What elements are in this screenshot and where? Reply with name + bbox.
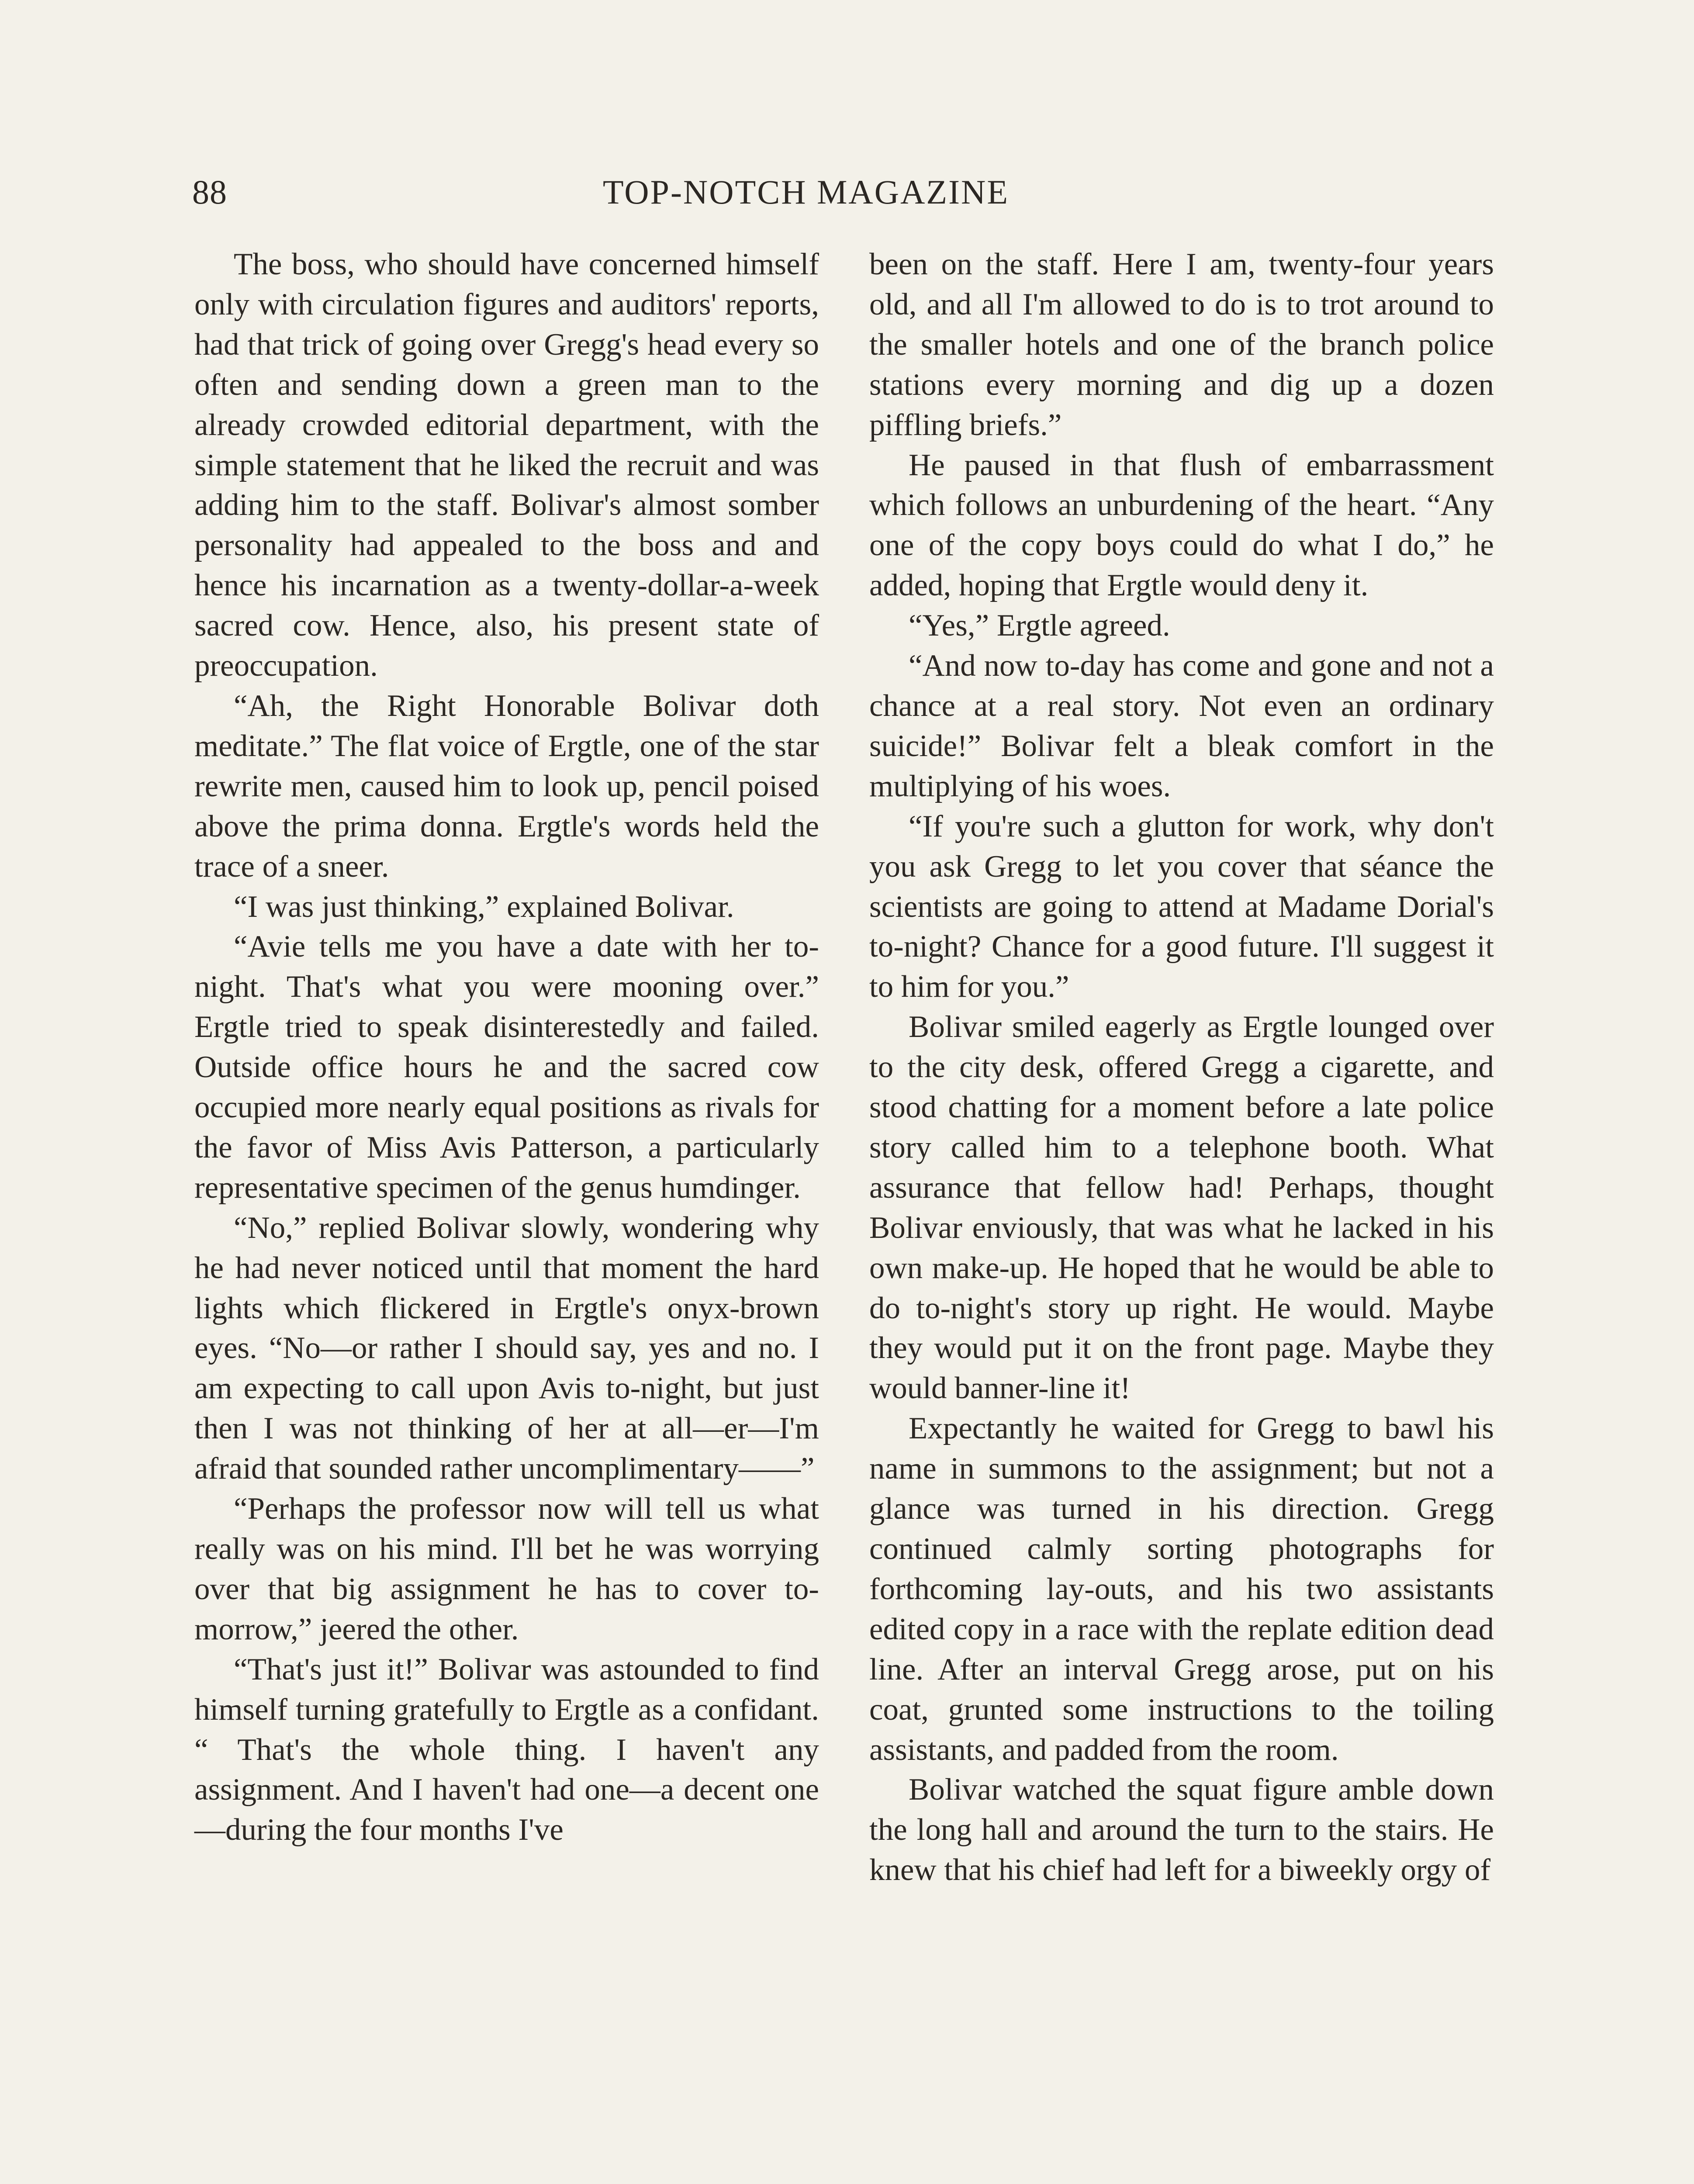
paragraph: “I was just thinking,” explained Bolivar. (234, 889, 734, 924)
page-number: 88 (192, 173, 227, 211)
left-column (194, 245, 819, 1850)
running-head: TOP-NOTCH MAGAZINE (603, 173, 1009, 211)
paragraph: Bolivar smiled eagerly as Ergtle lounged over to the city desk, offered Gregg a cigarette, and stood chatting for a moment before a late police story called him to a telephone booth. What assurance that fellow had! Perhaps, thought Bolivar enviously, that was what he lacked in his own make-up. He hoped that he would be able to do to-night's story up right. He would. Maybe they would put it on the front page. Maybe they would banner-line it! (869, 1010, 1494, 1406)
paragraph: “No,” replied Bolivar slowly, wondering why he had never noticed until that moment the hard lights which flickered in Ergtle's onyx-brown eyes. “No—or rather I should say, yes and no. I am expecting to call upon Avis to-night, but just then I was not thinking of her at all—er—I'm afraid that sounded rather uncomplimentary——” (194, 1210, 819, 1486)
paragraph: “And now to-day has come and gone and not a chance at a real story. Not even an ordinary suicide!” Bolivar felt a bleak comfort in the multiplying of his woes. (869, 649, 1494, 803)
paragraph: “Yes,” Ergtle agreed. (909, 608, 1170, 643)
paragraph: Bolivar watched the squat figure amble down the long hall and around the turn to the stairs. He knew that his chief had left for a biweekly orgy of (869, 1773, 1494, 1887)
paragraph: “Avie tells me you have a date with her to-night. That's what you were mooning over.” Ergtle tried to speak disinterestedly and failed. Outside office hours he and the sacred cow occupied more nearly equal positions as rivals for the favor of Miss Avis Patterson, a particularly representative specimen of the genus humdinger. (194, 930, 819, 1205)
paragraph: “Perhaps the professor now will tell us what really was on his mind. I'll bet he was worrying over that big assignment he has to cover to-morrow,” jeered the other. (194, 1492, 819, 1646)
paragraph: “That's just it!” Bolivar was astounded to find himself turning gratefully to Ergtle as a confidant. “ That's the whole thing. I haven't any assignment. And I haven't had one—a decent one—during the four months I've (194, 1652, 819, 1847)
paragraph: The boss, who should have concerned himself only with circulation figures and auditors' reports, had that trick of going over Gregg's head every so often and sending down a green man to the already crowded editorial department, with the simple statement that he liked the recruit and was adding him to the staff. Bolivar's almost somber personality had appealed to the boss and and hence his incarnation as a twenty-dollar-a-week sacred cow. Hence, also, his present state of preoccupation. (194, 247, 819, 683)
paragraph: Expectantly he waited for Gregg to bawl his name in summons to the assignment; but not a glance was turned in his direction. Gregg continued calmly sorting photographs for forthcoming lay-outs, and his two assistants edited copy in a race with the replate edition dead line. After an interval Gregg arose, put on his coat, grunted some instructions to the toiling assistants, and padded from the room. (869, 1411, 1494, 1767)
right-column (869, 245, 1494, 1890)
paragraph: “Ah, the Right Honorable Bolivar doth meditate.” The flat voice of Ergtle, one of the star rewrite men, caused him to look up, pencil poised above the prima donna. Ergtle's words held the trace of a sneer. (194, 688, 819, 884)
paragraph: “If you're such a glutton for work, why don't you ask Gregg to let you cover that séance the scientists are going to attend at Madame Dorial's to-night? Chance for a good future. I'll suggest it to him for you.” (869, 809, 1494, 1004)
paragraph-continued: been on the staff. Here I am, twenty-four years old, and all I'm allowed to do is to trot around to the smaller hotels and one of the branch police stations every morning and dig up a dozen piffling briefs.” (869, 247, 1494, 442)
paragraph: He paused in that flush of embarrassment which follows an unburdening of the heart. “Any one of the copy boys could do what I do,” he added, hoping that Ergtle would deny it. (869, 448, 1494, 603)
